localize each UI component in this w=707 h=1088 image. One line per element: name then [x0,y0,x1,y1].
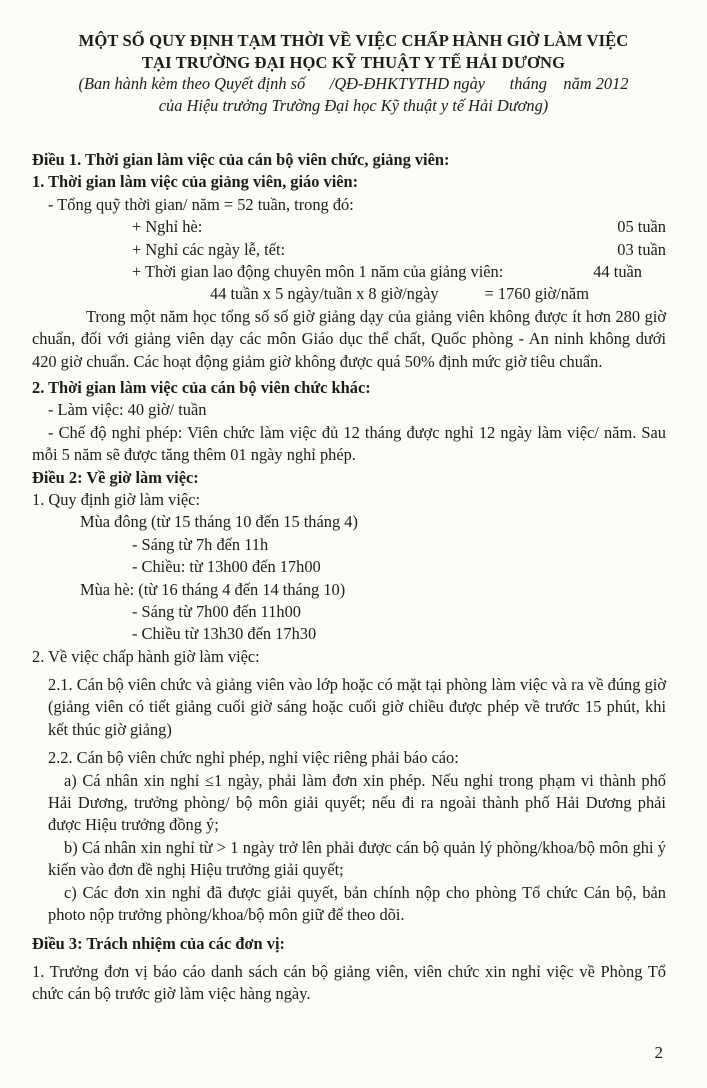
item-value: 44 tuần [593,261,642,281]
title-line-1: MỘT SỐ QUY ĐỊNH TẠM THỜI VỀ VIỆC CHẤP HÀNH GIỜ LÀM VIỆC [78,31,629,50]
dieu3-clause-1: 1. Trưởng đơn vị báo cáo danh sách cán bộ giảng viên, viên chức xin nghỉ việc về Phòng Tổ chức cán bộ trước giờ làm việc hàng ngày. [32,961,666,1004]
dieu2-heading: Điều 2: Về giờ làm việc: [32,467,199,487]
dieu2-section2: 2. Về việc chấp hành giờ làm việc: [32,646,260,666]
dieu2-clause-a: a) Cá nhân xin nghỉ ≤1 ngày, phải làm đơn xin phép. Nếu nghỉ trong phạm vi thành phố Hải Dương, trưởng phòng/ bộ môn giải quyết; nếu đi ra ngoài thành phố Hải Dương phải được Hiệu trưởng đồng ý; [48,770,666,835]
dieu1-formula [32,283,666,305]
summer-schedule: Mùa hè: (từ 16 tháng 4 đến 14 tháng 10) [80,579,346,599]
dieu1-section1-heading: 1. Thời gian làm việc của giảng viên, giáo viên: [32,172,359,192]
dieu1-item-1 [32,216,666,238]
document-header [20,30,687,116]
dieu2-section1: 1. Quy định giờ làm việc: [32,489,200,509]
title-line-2: TẠI TRƯỜNG ĐẠI HỌC KỸ THUẬT Y TẾ HẢI DƯƠNG [141,52,566,72]
dieu1-work-hours: - Làm việc: 40 giờ/ tuần [48,400,207,420]
summer-afternoon: - Chiều từ 13h30 đến 17h30 [132,624,317,644]
page-number: 2 [654,1043,663,1062]
dieu1-leave-policy: - Chế độ nghỉ phép: Viên chức làm việc đủ 12 tháng được nghỉ 12 ngày làm việc/ năm. Sau mỗi 5 năm sẽ được tăng thêm 01 ngày nghỉ phép. [32,422,666,465]
dieu2-clause-2-1: 2.1. Cán bộ viên chức và giảng viên vào lớp hoặc có mặt tại phòng làm việc và ra về đúng giờ (giảng viên có tiết giảng cuối giờ sáng hoặc cuối giờ chiều được phép về trước 15 phút, khi kết thúc giờ giảng) [48,675,666,739]
item-label: + Nghỉ các ngày lễ, tết: [132,239,286,259]
formula-right: = 1760 giờ/năm [484,284,589,304]
dieu1-paragraph: Trong một năm học tổng số số giờ giảng dạy của giảng viên không được ít hơn 280 giờ chuẩn, đối với giảng viên dạy các môn Giáo dục thể chất, Quốc phòng - An ninh không dưới 420 giờ chuẩn. Các hoạt động giảm giờ không được quá 50% định mức giờ tiêu chuẩn. [32,306,666,371]
dieu1-total: - Tổng quỹ thời gian/ năm = 52 tuần, trong đó: [48,194,354,214]
summer-morning: - Sáng từ 7h00 đến 11h00 [132,601,301,621]
dieu1-section2-heading: 2. Thời gian làm việc của cán bộ viên chức khác: [32,377,371,397]
item-label: + Nghỉ hè: [132,217,203,237]
dieu2-clause-b: b) Cá nhân xin nghỉ từ > 1 ngày trở lên phải được cán bộ quản lý phòng/khoa/bộ môn ghi ý kiến vào đơn đề nghị Hiệu trưởng giải quyết; [48,837,666,880]
winter-afternoon: - Chiều: từ 13h00 đến 17h00 [132,557,321,577]
item-value: 05 tuần [617,217,666,237]
dieu2-clause-c: c) Các đơn xin nghỉ đã được giải quyết, bản chính nộp cho phòng Tổ chức Cán bộ, bản photo nộp trưởng phòng/khoa/bộ môn giữ để theo dõi. [48,882,666,925]
formula-left: 44 tuần x 5 ngày/tuần x 8 giờ/ngày [210,284,439,304]
dieu1-heading: Điều 1. Thời gian làm việc của cán bộ viên chức, giảng viên: [32,150,450,169]
item-label: + Thời gian lao động chuyên môn 1 năm của giảng viên: [132,261,504,281]
subtitle-line-2: của Hiệu trưởng Trường Đại học Kỹ thuật y tế Hải Dương) [158,95,549,115]
winter-schedule: Mùa đông (từ 15 tháng 10 đến 15 tháng 4) [80,512,358,532]
dieu1-item-2 [32,239,666,261]
subtitle-line-1: (Ban hành kèm theo Quyết định số /QĐ-ĐHKTYTHD ngày tháng năm 2012 [78,74,629,93]
document-body [32,149,666,1006]
dieu3-heading: Điều 3: Trách nhiệm của các đơn vị: [32,933,285,953]
dieu1-item-3 [32,261,666,283]
dieu2-clause-2-2: 2.2. Cán bộ viên chức nghỉ phép, nghỉ việc riêng phải báo cáo: [48,748,459,768]
winter-morning: - Sáng từ 7h đến 11h [132,534,269,554]
item-value: 03 tuần [617,239,666,259]
